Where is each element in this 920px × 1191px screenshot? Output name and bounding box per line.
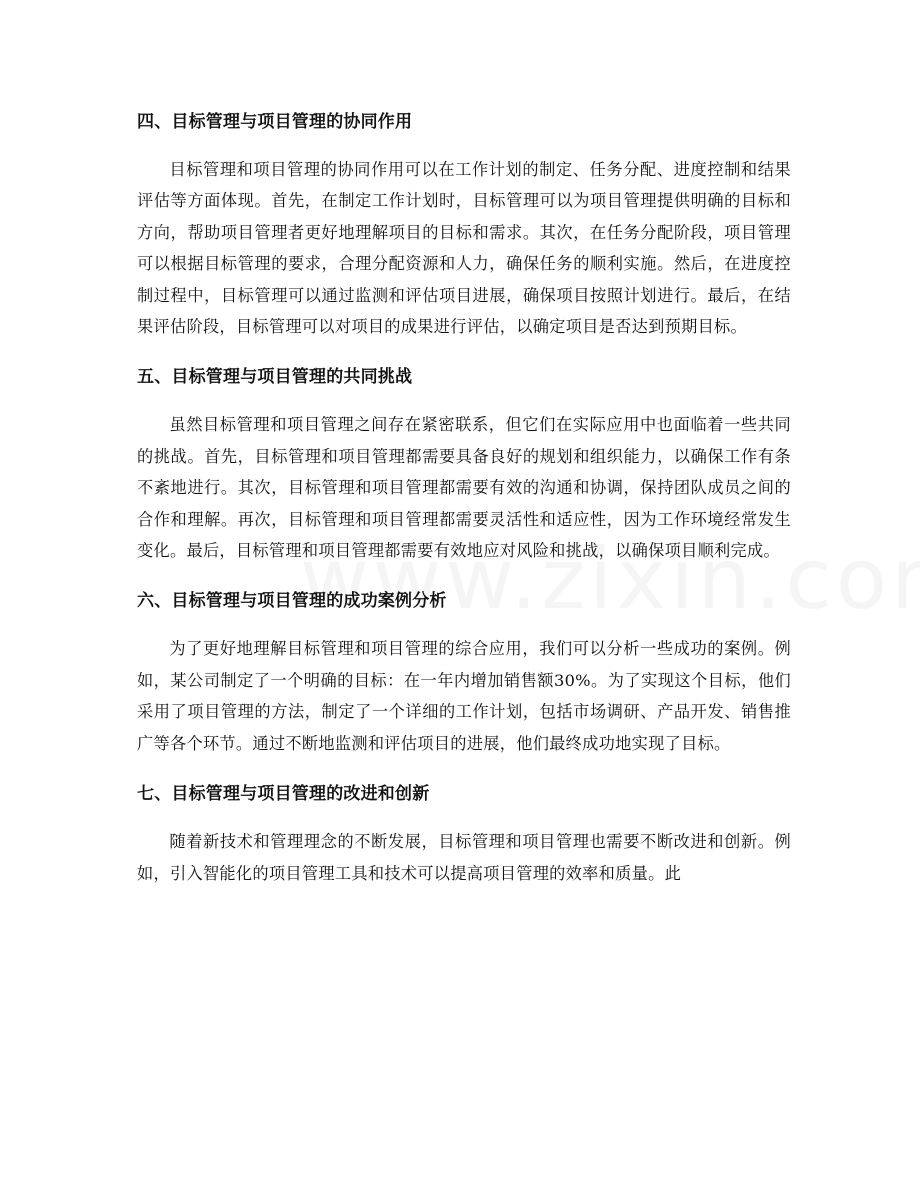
document-body [137,104,791,906]
section-paragraph: 随着新技术和管理理念的不断发展，目标管理和项目管理也需要不断改进和创新。例如，引入智能化的项目管理工具和技术可以提高项目管理的效率和质量。此 [137,832,791,883]
section-heading: 五、目标管理与项目管理的共同挑战 [137,367,413,388]
section-5 [137,359,791,566]
section-paragraph: 目标管理和项目管理的协同作用可以在工作计划的制定、任务分配、进度控制和结果评估等方面体现。首先，在制定工作计划时，目标管理可以为项目管理提供明确的目标和方向，帮助项目管理者更好地理解项目的目标和需求。其次，在任务分配阶段，项目管理可以根据目标管理的要求，合理分配资源和人力，确保任务的顺利实施。然后，在进度控制过程中，目标管理可以通过监测和评估项目进展，确保项目按照计划进行。最后，在结果评估阶段，目标管理可以对项目的成果进行评估，以确定项目是否达到预期目标。 [137,160,791,337]
section-heading: 六、目标管理与项目管理的成功案例分析 [137,591,447,612]
section-4 [137,104,791,342]
section-6 [137,583,791,759]
section-paragraph: 为了更好地理解目标管理和项目管理的综合应用，我们可以分析一些成功的案例。例如，某公司制定了一个明确的目标：在一年内增加销售额30%。为了实现这个目标，他们采用了项目管理的方法，制定了一个详细的工作计划，包括市场调研、产品开发、销售推广等各个环节。通过不断地监测和评估项目的进展，他们最终成功地实现了目标。 [137,639,791,753]
section-7 [137,776,791,889]
section-paragraph: 虽然目标管理和项目管理之间存在紧密联系，但它们在实际应用中也面临着一些共同的挑战。首先，目标管理和项目管理都需要具备良好的规划和组织能力，以确保工作有条不紊地进行。其次，目标管理和项目管理都需要有效的沟通和协调，保持团队成员之间的合作和理解。再次，目标管理和项目管理都需要灵活性和适应性，因为工作环境经常发生变化。最后，目标管理和项目管理都需要有效地应对风险和挑战，以确保项目顺利完成。 [137,415,791,561]
section-heading: 七、目标管理与项目管理的改进和创新 [137,784,430,805]
section-heading: 四、目标管理与项目管理的协同作用 [137,112,413,132]
